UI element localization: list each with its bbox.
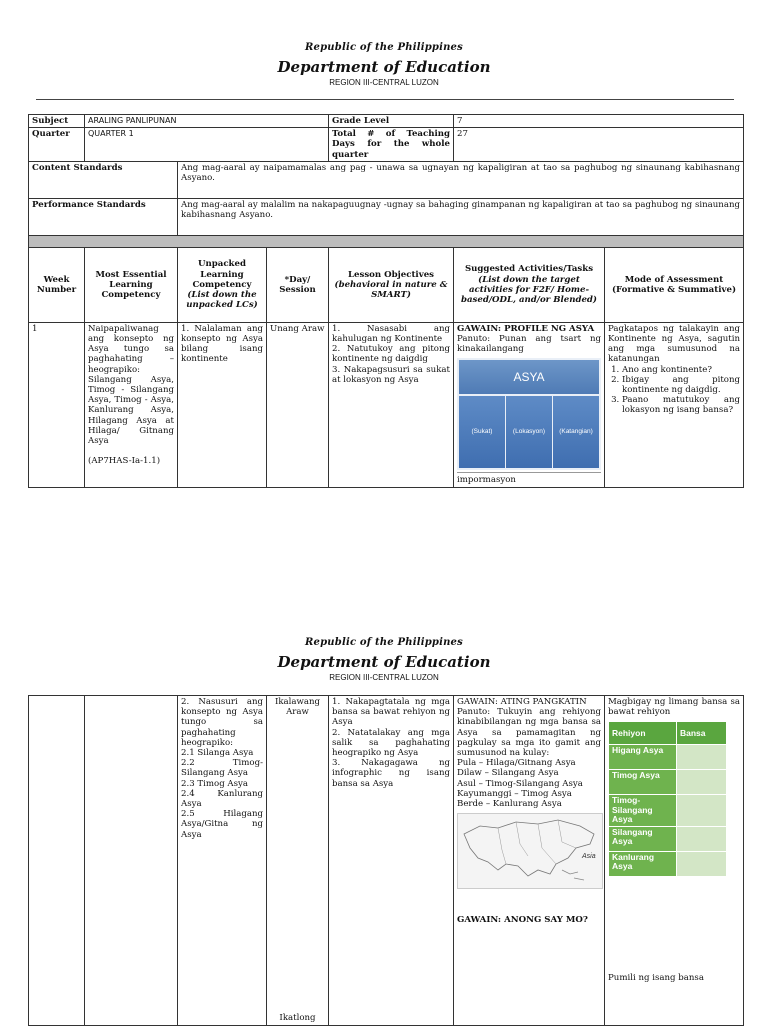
unpacked-item-3: 2.3 Timog Asya bbox=[181, 778, 249, 789]
activity-instructions: Panuto: Punan ang tsart ng kinakailangang bbox=[457, 334, 601, 355]
unpacked-header-main: Unpacked Learning Competency bbox=[192, 259, 252, 290]
quarter-value: QUARTER 1 bbox=[85, 128, 329, 162]
country-cell-1[interactable] bbox=[677, 745, 727, 770]
objectives-header bbox=[329, 247, 454, 322]
country-cell-3[interactable] bbox=[677, 795, 727, 826]
department-heading: Department of Education bbox=[277, 58, 491, 76]
grade-value: 7 bbox=[454, 115, 744, 128]
region-col-header: Rehiyon bbox=[609, 722, 677, 745]
question-1: 1. Ano ang kontinente? bbox=[622, 365, 740, 375]
week-empty-cell bbox=[29, 696, 85, 1026]
subject-row bbox=[29, 115, 744, 128]
republic-heading: Republic of the Philippines bbox=[305, 42, 463, 53]
assessment-header-main: Mode of Assessment bbox=[624, 274, 724, 285]
activities-header bbox=[454, 247, 605, 322]
region-row-1 bbox=[609, 745, 727, 770]
week-number: 1 bbox=[29, 322, 85, 487]
objective-3: 3. Nakapagsusuri sa sukat at lokasyon ng Asya bbox=[332, 364, 450, 385]
week-1-day-2-row bbox=[29, 696, 744, 1026]
objective-2-1: 1. Nakapagtatala ng mga bansa sa bawat rehiyon ng Asya bbox=[332, 697, 450, 728]
country-cell-2[interactable] bbox=[677, 770, 727, 795]
region-heading-2: REGION III-CENTRAL LUZON bbox=[329, 673, 439, 682]
diagram-lokasyon-box: (Lokasyon) bbox=[506, 396, 552, 468]
melc-cell bbox=[85, 322, 178, 487]
objective-2-2: 2. Natatalakay ang mga salik sa paghahating heograpiko ng Asya bbox=[332, 727, 450, 759]
activity-end-text: impormasyon bbox=[457, 472, 601, 485]
region-name-5: Kanlurang Asya bbox=[609, 851, 677, 876]
subject-value: ARALING PANLIPUNAN bbox=[85, 115, 329, 128]
republic-heading-2: Republic of the Philippines bbox=[305, 637, 463, 648]
country-cell-4[interactable] bbox=[677, 826, 727, 851]
day-cell: Unang Araw bbox=[267, 322, 329, 487]
region-row-4 bbox=[609, 826, 727, 851]
unpacked-item-2: 2.2 Timog-Silangang Asya bbox=[181, 758, 263, 779]
day-header: *Day/ Session bbox=[267, 247, 329, 322]
unpacked-cell: 1. Nalalaman ang konsepto ng Asya bilang isang kontinente bbox=[178, 322, 267, 487]
gray-separator bbox=[29, 235, 744, 247]
header-divider bbox=[36, 99, 734, 100]
day-3-label: Ikatlong bbox=[279, 1013, 316, 1024]
objectives-cell-2 bbox=[329, 696, 454, 1026]
assessment-questions bbox=[608, 365, 740, 416]
region-heading: REGION III-CENTRAL LUZON bbox=[329, 78, 439, 87]
content-standards-label: Content Standards bbox=[29, 161, 178, 198]
region-name-1: Higang Asya bbox=[609, 745, 677, 770]
assessment-header-sub: (Formative & Summative) bbox=[611, 284, 737, 295]
region-name-2: Timog Asya bbox=[609, 770, 677, 795]
diagram-sukat-box: (Sukat) bbox=[459, 396, 505, 468]
asia-map bbox=[457, 813, 603, 889]
diagram-katangian-box: (Katangian) bbox=[553, 396, 599, 468]
activities-header-main: Suggested Activities/Tasks bbox=[464, 264, 594, 275]
color-key-2: Dilaw – Silangang Asya bbox=[457, 768, 559, 779]
unpacked-item-4: 2.4 Kanlurang Asya bbox=[181, 788, 263, 810]
objective-2-3: 3. Nakagagawa ng infographic ng isang bansa sa Asya bbox=[332, 758, 450, 789]
curriculum-table-page-2 bbox=[28, 695, 744, 1026]
assessment-2-intro: Magbigay ng limang bansa sa bawat rehiyon bbox=[608, 697, 740, 718]
activity-title: GAWAIN: PROFILE NG ASYA bbox=[457, 323, 595, 334]
color-key-5: Berde – Kanlurang Asya bbox=[457, 799, 562, 810]
objectives-cell bbox=[329, 322, 454, 487]
melc-text: Naipapaliwanag ang konsepto ng Asya tungo sa paghahating – heograpiko: Silangang Asya, Timog - Silangang Asya, Timog - Asya, Kanlurang Asya, Hilagang Asya at Hilaga/ Gitnang Asya bbox=[88, 323, 174, 447]
week-header: Week Number bbox=[29, 247, 85, 322]
map-label: Asia bbox=[582, 853, 596, 861]
melc-code: (AP7HAS-Ia-1.1) bbox=[88, 456, 161, 467]
grade-label: Grade Level bbox=[329, 115, 454, 128]
asya-profile-diagram bbox=[457, 358, 601, 470]
assessment-cell-2 bbox=[605, 696, 744, 1026]
unpacked-header-sub: (List down the unpacked LCs) bbox=[186, 289, 258, 311]
unpacked-header bbox=[178, 247, 267, 322]
teaching-days-value: 27 bbox=[454, 128, 744, 162]
department-heading-2: Department of Education bbox=[277, 653, 491, 671]
objectives-header-main: Lesson Objectives bbox=[348, 269, 434, 280]
region-row-3 bbox=[609, 795, 727, 826]
region-country-table bbox=[608, 721, 727, 876]
activity-3-title: GAWAIN: ANONG SAY MO? bbox=[457, 915, 588, 926]
region-name-3: Timog-Silangang Asya bbox=[609, 795, 677, 826]
assessment-intro: Pagkatapos ng talakayin ang Kontinente ng Asya, sagutin ang mga sumusunod na katanungan bbox=[608, 323, 740, 365]
activities-cell-2 bbox=[454, 696, 605, 1026]
region-table-header bbox=[609, 722, 727, 745]
performance-standards-value: Ang mag-aaral ay malalim na nakapaguugnay -ugnay sa bahaging ginampanan ng kapaligiran at tao sa paghubog ng sinaunang kabihasnang Asyano. bbox=[178, 198, 744, 235]
objective-1: 1. Nasasabi ang kahulugan ng Kontinente bbox=[332, 323, 450, 345]
unpacked-item-1: 2.1 Silanga Asya bbox=[181, 748, 254, 759]
quarter-label: Quarter bbox=[29, 128, 85, 162]
content-standards-row bbox=[29, 161, 744, 198]
assessment-3-text: Pumili ng isang bansa bbox=[608, 972, 704, 983]
color-key-4: Kayumanggi – Timog Asya bbox=[457, 788, 572, 799]
teaching-days-label: Total # of Teaching Days for the whole quarter bbox=[329, 128, 454, 162]
activity-2-title: GAWAIN: ATING PANGKATIN bbox=[457, 697, 587, 707]
performance-standards-label: Performance Standards bbox=[29, 198, 178, 235]
curriculum-table-page-1 bbox=[28, 114, 744, 488]
separator-row bbox=[29, 235, 744, 247]
assessment-cell bbox=[605, 322, 744, 487]
unpacked-cell-2 bbox=[178, 696, 267, 1026]
objective-2: 2. Natutukoy ang pitong kontinente ng daigdig bbox=[332, 344, 450, 365]
day-2-label: Ikalawang Araw bbox=[274, 697, 321, 718]
unpacked-item-5: 2.5 Hilagang Asya/Gitna ng Asya bbox=[181, 809, 263, 840]
region-row-2 bbox=[609, 770, 727, 795]
diagram-title-box: ASYA bbox=[459, 360, 599, 394]
asia-map-outline bbox=[458, 814, 602, 888]
activity-2-instructions: Panuto: Tukuyin ang rehiyong kinabibilangan ng mga bansa sa Asya sa pamamagitan ng pagkulay sa mga ito gamit ang sumusunod na kulay: bbox=[457, 707, 601, 759]
melc-empty-cell bbox=[85, 696, 178, 1026]
column-header-row bbox=[29, 247, 744, 322]
question-3: 3. Paano matutukoy ang lokasyon ng isang bansa? bbox=[622, 395, 740, 415]
color-key-3: Asul – Timog-Silangang Asya bbox=[457, 778, 583, 789]
unpacked-intro: 2. Nasusuri ang konsepto ng Asya tungo sa paghahating heograpiko: bbox=[181, 697, 263, 748]
country-cell-5[interactable] bbox=[677, 851, 727, 876]
assessment-header bbox=[605, 247, 744, 322]
week-1-row bbox=[29, 322, 744, 487]
country-col-header: Bansa bbox=[677, 722, 727, 745]
color-key-1: Pula – Hilaga/Gitnang Asya bbox=[457, 758, 576, 769]
quarter-row bbox=[29, 128, 744, 162]
activities-cell bbox=[454, 322, 605, 487]
question-2: 2. Ibigay ang pitong kontinente ng daigdig. bbox=[622, 375, 740, 395]
day-cell-2 bbox=[267, 696, 329, 1026]
activities-header-sub: (List down the target activities for F2F/ Home-based/ODL, and/or Blended) bbox=[460, 274, 597, 306]
subject-label: Subject bbox=[29, 115, 85, 128]
region-name-4: Silangang Asya bbox=[609, 826, 677, 851]
performance-standards-row bbox=[29, 198, 744, 235]
region-row-5 bbox=[609, 851, 727, 876]
objectives-header-sub: (behavioral in nature & SMART) bbox=[334, 279, 448, 300]
melc-header: Most Essential Learning Competency bbox=[85, 247, 178, 322]
content-standards-value: Ang mag-aaral ay naipamamalas ang pag - unawa sa ugnayan ng kapaligiran at tao sa paghubog ng sinaunang kabihasnang Asyano. bbox=[178, 161, 744, 198]
